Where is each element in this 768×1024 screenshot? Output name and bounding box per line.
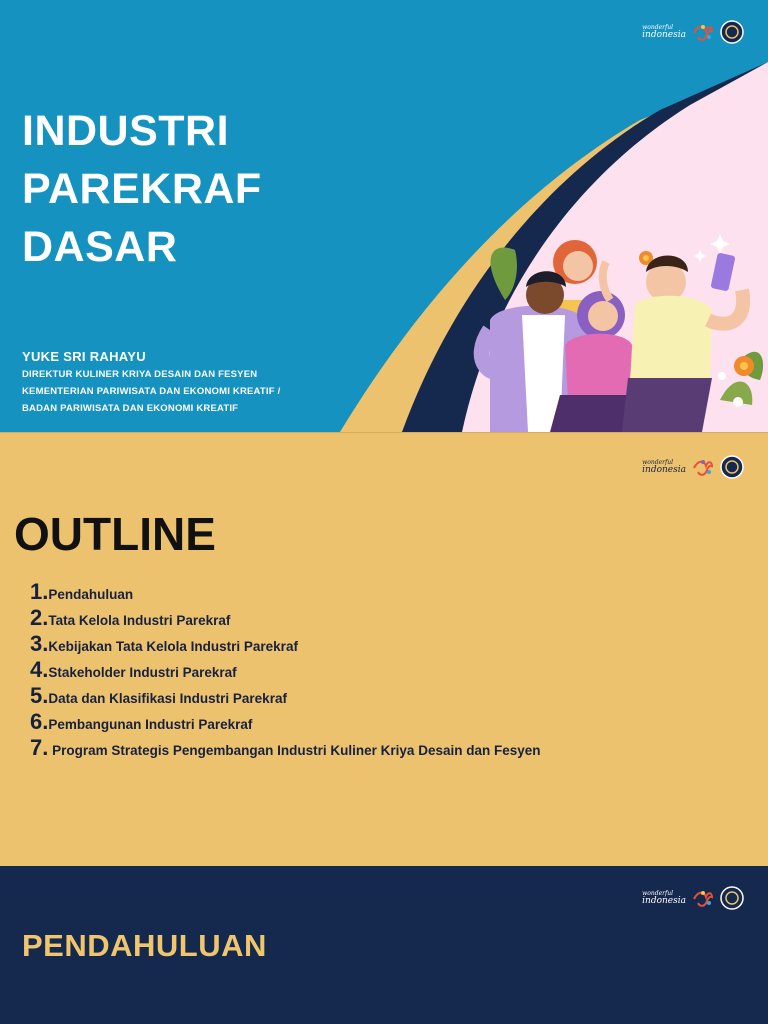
outline-list (30, 579, 541, 761)
ministry-seal-icon (720, 20, 744, 44)
wonderful-indonesia-wordmark: wonderful indonesia (642, 23, 686, 40)
list-item: 4. Stakeholder Industri Parekraf (30, 657, 237, 682)
author-name: YUKE SRI RAHAYU (22, 349, 146, 364)
wonderful-indonesia-wordmark: wonderful indonesia (642, 889, 686, 906)
list-item: 6. Pembangunan Industri Parekraf (30, 709, 253, 734)
header-logos (642, 455, 744, 479)
outline-slide (0, 432, 768, 866)
presentation-title: INDUSTRI PAREKRAF DASAR (22, 107, 262, 271)
wonderful-indonesia-wordmark: wonderful indonesia (642, 458, 686, 475)
ministry-seal-icon (720, 455, 744, 479)
author-role-line: DIREKTUR KULINER KRIYA DESAIN DAN FESYEN (22, 369, 258, 380)
wonderful-indonesia-logo-icon (692, 887, 714, 909)
section-heading: PENDAHULUAN (22, 928, 267, 963)
section-slide (0, 866, 768, 1024)
header-logos (642, 886, 744, 910)
wonderful-indonesia-logo-icon (692, 456, 714, 478)
header-logos (642, 20, 744, 44)
author-block (22, 349, 280, 417)
list-item: 1. Pendahuluan (30, 579, 134, 604)
author-role-line: KEMENTERIAN PARIWISATA DAN EKONOMI KREATIF / (22, 386, 281, 397)
author-role-line: BADAN PARIWISATA DAN EKONOMI KREATIF (22, 403, 239, 414)
list-item: 7. Program Strategis Pengembangan Industri Kuliner Kriya Desain dan Fesyen (30, 735, 541, 760)
list-item: 3. Kebijakan Tata Kelola Industri Parekraf (30, 631, 298, 656)
list-item: 2. Tata Kelola Industri Parekraf (30, 605, 231, 630)
wonderful-indonesia-logo-icon (692, 21, 714, 43)
list-item: 5. Data dan Klasifikasi Industri Parekraf (30, 683, 287, 708)
ministry-seal-icon (720, 886, 744, 910)
title-slide (0, 0, 768, 432)
outline-heading: OUTLINE (14, 508, 216, 560)
